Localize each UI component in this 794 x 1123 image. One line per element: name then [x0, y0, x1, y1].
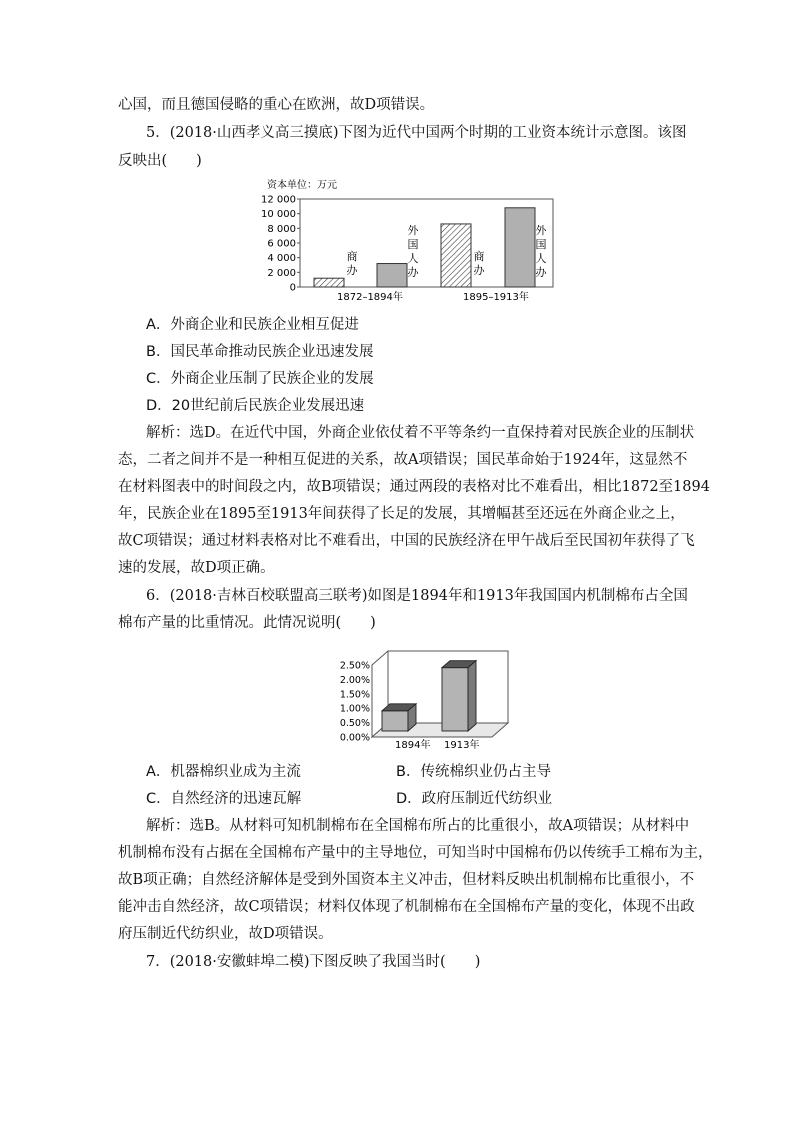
q6-category-label: 1913年 [444, 740, 480, 751]
q5-bar-chart [260, 176, 560, 306]
q5-y-tick-label: 8 000 [267, 223, 296, 235]
q5-bar-text-label: 办 [407, 266, 419, 279]
q5-bar-text-label: 办 [535, 266, 547, 279]
q5-analysis-line: 解析：选D。在近代中国，外商企业依仗着不平等条约一直保持着对民族企业的压制状 [146, 425, 695, 441]
q6-bar-side [468, 661, 476, 731]
q6-analysis-line: 故B项正确；自然经济解体是受到外国资本主义冲击，但材料反映出机制棉布比重很小，不 [118, 872, 695, 888]
q6-analysis-line: 府压制近代纺织业，故D项错误。 [118, 926, 333, 942]
q5-analysis-line: 故C项错误；通过材料表格对比不难看出，中国的民族经济在甲午战后至民国初年获得了飞 [118, 533, 695, 549]
q5-option-b[interactable]: B．国民革命推动民族企业迅速发展 [146, 344, 374, 360]
q5-bar-shangban [441, 224, 471, 287]
q6-y-tick-label: 0.00% [340, 732, 370, 744]
q6-analysis-line: 能冲击自然经济，故C项错误；材料仅体现了机制棉布在全国棉布产量的变化，体现不出政 [118, 899, 695, 915]
q6-stem-line-2: 棉布产量的比重情况。此情况说明( ) [118, 615, 376, 631]
q5-category-label: 1872–1894年 [337, 292, 403, 303]
q5-stem-line-2: 反映出( ) [118, 153, 202, 169]
q6-option-d[interactable]: D．政府压制近代纺织业 [396, 791, 553, 807]
q6-y-tick-label: 0.50% [340, 718, 370, 730]
q5-option-c[interactable]: C．外商企业压制了民族企业的发展 [146, 371, 374, 387]
q5-bar-text-label: 人 [407, 252, 419, 265]
q6-analysis-line: 解析：选B。从材料可知机制棉布在全国棉布所占的比重很小，故A项错误；从材料中 [146, 818, 690, 834]
q6-3d-bar-chart [340, 640, 518, 756]
q6-y-tick-label: 1.00% [340, 703, 370, 715]
q6-option-c[interactable]: C．自然经济的迅速瓦解 [146, 791, 302, 807]
q6-y-tick-label: 2.50% [340, 660, 370, 672]
q6-option-b[interactable]: B．传统棉织业仍占主导 [396, 764, 551, 780]
q6-bar-front [442, 668, 468, 731]
q6-y-tick-label: 2.00% [340, 674, 370, 686]
q5-y-tick-label: 0 [289, 282, 296, 294]
q5-analysis-line: 年，民族企业在1895至1913年间获得了长足的发展，其增幅甚至还远在外商企业之上， [118, 506, 685, 522]
q6-analysis-line: 机制棉布没有占据在全国棉布产量中的主导地位，可知当时中国棉布仍以传统手工棉布为主， [118, 845, 713, 861]
q6-bar-front [382, 711, 408, 731]
q5-bar-waiguorenban [377, 264, 407, 287]
q5-category-label: 1895–1913年 [463, 292, 529, 303]
q5-unit-label: 资本单位：万元 [267, 180, 337, 191]
q5-bar-text-label: 国 [407, 238, 419, 251]
q5-stem-line-1: 5．(2018·山西孝义高三摸底)下图为近代中国两个时期的工业资本统计示意图。该图 [146, 125, 687, 141]
q5-bar-text-label: 商 [346, 250, 358, 263]
q5-bar-text-label: 人 [535, 252, 547, 265]
q5-bar-text-label: 外 [535, 224, 547, 237]
q5-y-tick-label: 12 000 [261, 194, 296, 206]
q6-option-a[interactable]: A．机器棉织业成为主流 [146, 764, 301, 780]
q5-option-d[interactable]: D．20世纪前后民族企业发展迅速 [146, 398, 365, 414]
q5-bar-text-label: 办 [346, 264, 358, 277]
q5-bar-text-label: 外 [407, 224, 419, 237]
q5-bar-shangban [314, 278, 344, 287]
q5-y-tick-label: 4 000 [267, 253, 296, 265]
q5-option-a[interactable]: A．外商企业和民族企业相互促进 [146, 317, 359, 333]
q5-y-tick-label: 6 000 [267, 238, 296, 250]
q7-stem: 7．(2018·安徽蚌埠二模)下图反映了我国当时( ) [146, 954, 481, 970]
q6-stem-line-1: 6．(2018·吉林百校联盟高三联考)如图是1894年和1913年我国国内机制棉布占全国 [146, 588, 688, 604]
q6-y-tick-label: 1.50% [340, 689, 370, 701]
q5-analysis-line: 在材料图表中的时间段之内，故B项错误；通过两段的表格对比不难看出，相比1872至1894 [118, 479, 710, 495]
q5-y-tick-label: 2 000 [267, 267, 296, 279]
q5-bar-text-label: 商 [473, 250, 485, 263]
q5-y-tick-label: 10 000 [261, 209, 296, 221]
q5-bar-text-label: 办 [473, 264, 485, 277]
q6-category-label: 1894年 [395, 740, 431, 751]
q5-bar-text-label: 国 [535, 238, 547, 251]
q5-bar-waiguorenban [505, 208, 535, 287]
q5-analysis-line: 速的发展，故D项正确。 [118, 560, 275, 576]
intro-line: 心国，而且德国侵略的重心在欧洲，故D项错误。 [118, 97, 435, 113]
q5-analysis-line: 态，二者之间并不是一种相互促进的关系，故A项错误；国民革命始于1924年，这显然不 [118, 452, 688, 468]
